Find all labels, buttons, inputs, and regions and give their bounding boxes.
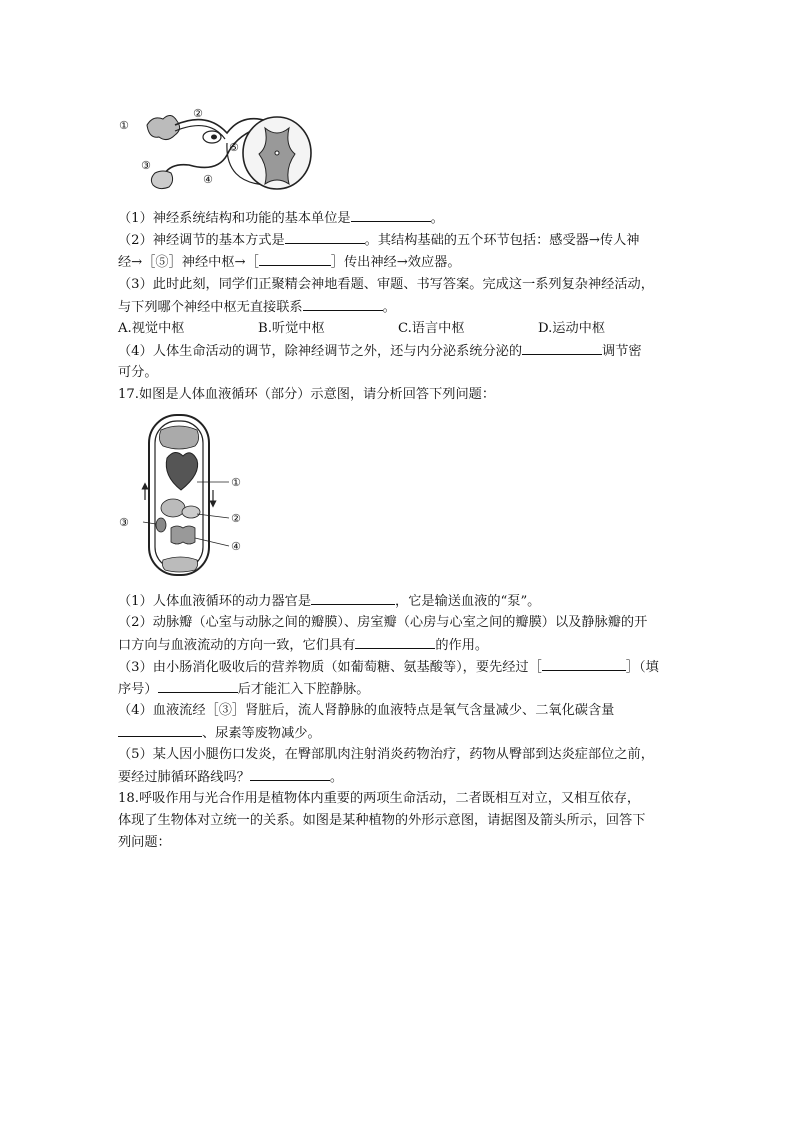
- option-a[interactable]: A.视觉中枢: [118, 321, 185, 336]
- fig1-label-5: ⑤: [229, 141, 239, 154]
- q16-part2: （2）神经调节的基本方式是 。其结构基础的五个环节包括：感受器→传人神: [118, 229, 639, 252]
- fig2-label-2: ②: [231, 512, 241, 525]
- q16-blank-1[interactable]: [351, 207, 431, 222]
- q16-options: [118, 318, 618, 340]
- q17-blank-1[interactable]: [311, 590, 395, 605]
- q17-part4: （4）血液流经［③］肾脏后，流人肾静脉的血液特点是氧气含量减少、二氧化碳含量: [118, 703, 615, 718]
- option-d[interactable]: D.运动中枢: [538, 321, 606, 336]
- q18-line2: 体现了生物体对立统一的关系。如图是某种植物的外形示意图，请据图及箭头所示，回答下: [118, 813, 646, 828]
- q17-blank-4[interactable]: [158, 678, 238, 693]
- q16-blank-3[interactable]: [259, 251, 331, 266]
- q16-part2-cont: 经→［⑤］神经中枢→［ ］传出神经→效应器。: [118, 251, 461, 274]
- fig1-label-1: ①: [119, 119, 129, 132]
- fig2-label-4: ④: [231, 540, 241, 553]
- circulation-figure: [117, 410, 257, 580]
- fig1-label-3: ③: [141, 159, 151, 172]
- option-c[interactable]: C.语言中枢: [398, 321, 465, 336]
- q17-blank-6[interactable]: [250, 766, 330, 781]
- q17-part2-cont: 口方向与血液流动的方向一致，它们具有 的作用。: [118, 634, 488, 657]
- q17-part5: （5）某人因小腿伤口发炎，在臀部肌肉注射消炎药物治疗，药物从臀部到达炎症部位之前，: [118, 747, 654, 762]
- reflex-arc-figure: [117, 103, 317, 203]
- fig1-label-4: ④: [203, 173, 213, 186]
- q16-blank-2[interactable]: [285, 229, 365, 244]
- q17-blank-2[interactable]: [355, 634, 435, 649]
- q17-part3: （3）由小肠消化吸收后的营养物质（如葡萄糖、氨基酸等），要先经过［ ］（填: [118, 656, 659, 679]
- q16-part4-cont: 可分。: [118, 365, 158, 380]
- fig2-label-3: ③: [119, 516, 129, 529]
- q16-blank-4[interactable]: [303, 296, 383, 311]
- q16-part4: （4）人体生命活动的调节，除神经调节之外，还与内分泌系统分泌的 调节密: [118, 340, 642, 363]
- q16-part3-cont: 与下列哪个神经中枢无直接联系 。: [118, 296, 396, 319]
- q18-line1: 18.呼吸作用与光合作用是植物体内重要的两项生命活动，二者既相互对立，又相互依存，: [118, 791, 641, 806]
- q16-part3: （3）此时此刻，同学们正聚精会神地看题、审题、书写答案。完成这一系列复杂神经活动，: [118, 277, 654, 292]
- q17-part5-cont: 要经过肺循环路线吗？ 。: [118, 766, 343, 789]
- q17-part4-cont: 、尿素等废物减少。: [118, 722, 321, 745]
- q18-line3: 列问题：: [118, 835, 171, 850]
- q16-part1: （1）神经系统结构和功能的基本单位是 。: [118, 207, 444, 230]
- fig2-label-1: ①: [231, 476, 241, 489]
- q17-blank-3[interactable]: [542, 656, 626, 671]
- q16-blank-5[interactable]: [522, 340, 602, 355]
- q17-part3-cont: 序号） 后才能汇入下腔静脉。: [118, 678, 369, 701]
- fig1-label-2: ②: [193, 107, 203, 120]
- option-b[interactable]: B.听觉中枢: [258, 321, 325, 336]
- q17-stem: 17.如图是人体血液循环（部分）示意图，请分析回答下列问题：: [118, 387, 496, 402]
- q17-blank-5[interactable]: [118, 722, 202, 737]
- q17-part2: （2）动脉瓣（心室与动脉之间的瓣膜）、房室瓣（心房与心室之间的瓣膜）以及静脉瓣的开: [118, 615, 648, 630]
- q17-part1: （1）人体血液循环的动力器官是 ，它是输送血液的“泵”。: [118, 590, 540, 613]
